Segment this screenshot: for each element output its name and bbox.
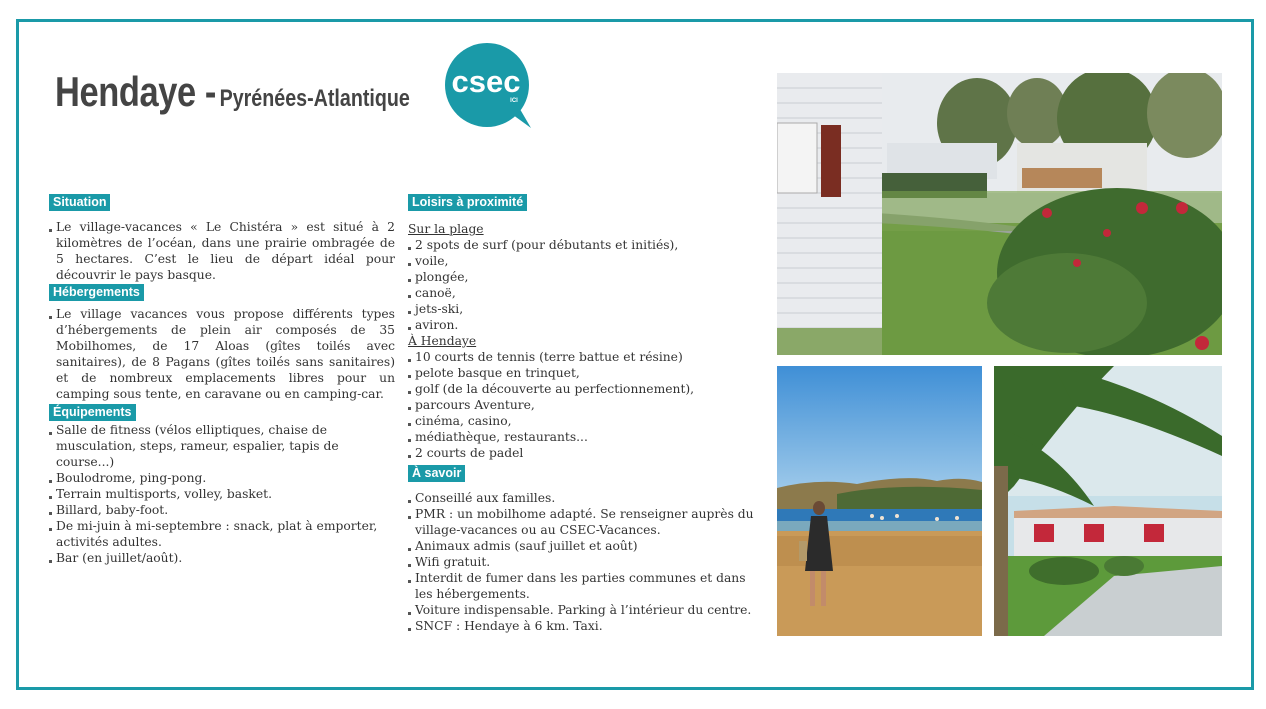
hendaye-item: cinéma, casino, <box>408 413 756 429</box>
left-column <box>49 194 395 566</box>
plage-label: Sur la plage <box>408 222 484 236</box>
loisirs-heading: Loisirs à proximité <box>408 194 527 211</box>
plage-item: voile, <box>408 253 756 269</box>
csec-logo <box>443 42 531 130</box>
hendaye-item: 10 courts de tennis (terre battue et résine) <box>408 349 756 365</box>
hendaye-item: 2 courts de padel <box>408 445 756 461</box>
situation-heading: Situation <box>49 194 110 211</box>
equipement-item: De mi-juin à mi-septembre : snack, plat à emporter, activités adultes. <box>49 518 395 550</box>
situation-text: Le village-vacances « Le Chistéra » est situé à 2 kilomètres de l’océan, dans une prairie ombragée de 5 hectares. C’est le lieu de départ idéal pour découvrir le pays basque. <box>49 219 395 283</box>
equipement-item: Salle de fitness (vélos elliptiques, chaise de musculation, steps, rameur, espalier, tapis de course...) <box>49 422 395 470</box>
hebergements-text: Le village vacances vous propose différents types d’hébergements de plein air composés de 35 Mobilhomes, de 17 Aloas (gîtes toilés avec sanitaires), de 8 Pagans (gîtes toilés sans sanitaires) et de nombreux emplacements libres pour un camping sous tente, en caravane ou en camping-car. <box>49 306 395 402</box>
plage-item: canoë, <box>408 285 756 301</box>
hebergements-heading: Hébergements <box>49 284 144 301</box>
title-city: Hendaye - <box>55 68 216 115</box>
photo-mobilhomes <box>994 366 1222 636</box>
hendaye-item: médiathèque, restaurants... <box>408 429 756 445</box>
logo-subtext: ICI <box>510 98 518 104</box>
title-region: Pyrénées-Atlantique <box>219 85 410 112</box>
savoir-item: Animaux admis (sauf juillet et août) <box>408 538 756 554</box>
equipement-item: Billard, baby-foot. <box>49 502 395 518</box>
savoir-item: Conseillé aux familles. <box>408 490 756 506</box>
hendaye-label: À Hendaye <box>408 334 477 348</box>
savoir-item: Wifi gratuit. <box>408 554 756 570</box>
plage-item: 2 spots de surf (pour débutants et initiés), <box>408 237 756 253</box>
hendaye-item: pelote basque en trinquet, <box>408 365 756 381</box>
equipements-heading: Équipements <box>49 404 136 421</box>
page-title <box>55 68 410 116</box>
logo-text: csec <box>451 64 521 99</box>
photo-beach <box>777 366 982 636</box>
middle-column <box>408 194 756 634</box>
equipement-item: Terrain multisports, volley, basket. <box>49 486 395 502</box>
plage-item: jets-ski, <box>408 301 756 317</box>
savoir-heading: À savoir <box>408 465 465 482</box>
photo-campsite <box>777 73 1222 355</box>
hendaye-item: golf (de la découverte au perfectionnement), <box>408 381 756 397</box>
savoir-item: Voiture indispensable. Parking à l’intérieur du centre. <box>408 602 756 618</box>
savoir-item: PMR : un mobilhome adapté. Se renseigner auprès du village-vacances ou au CSEC-Vacances. <box>408 506 756 538</box>
savoir-item: Interdit de fumer dans les parties communes et dans les hébergements. <box>408 570 756 602</box>
hendaye-item: parcours Aventure, <box>408 397 756 413</box>
plage-item: aviron. <box>408 317 756 333</box>
savoir-item: SNCF : Hendaye à 6 km. Taxi. <box>408 618 756 634</box>
equipement-item: Bar (en juillet/août). <box>49 550 395 566</box>
equipement-item: Boulodrome, ping-pong. <box>49 470 395 486</box>
plage-item: plongée, <box>408 269 756 285</box>
